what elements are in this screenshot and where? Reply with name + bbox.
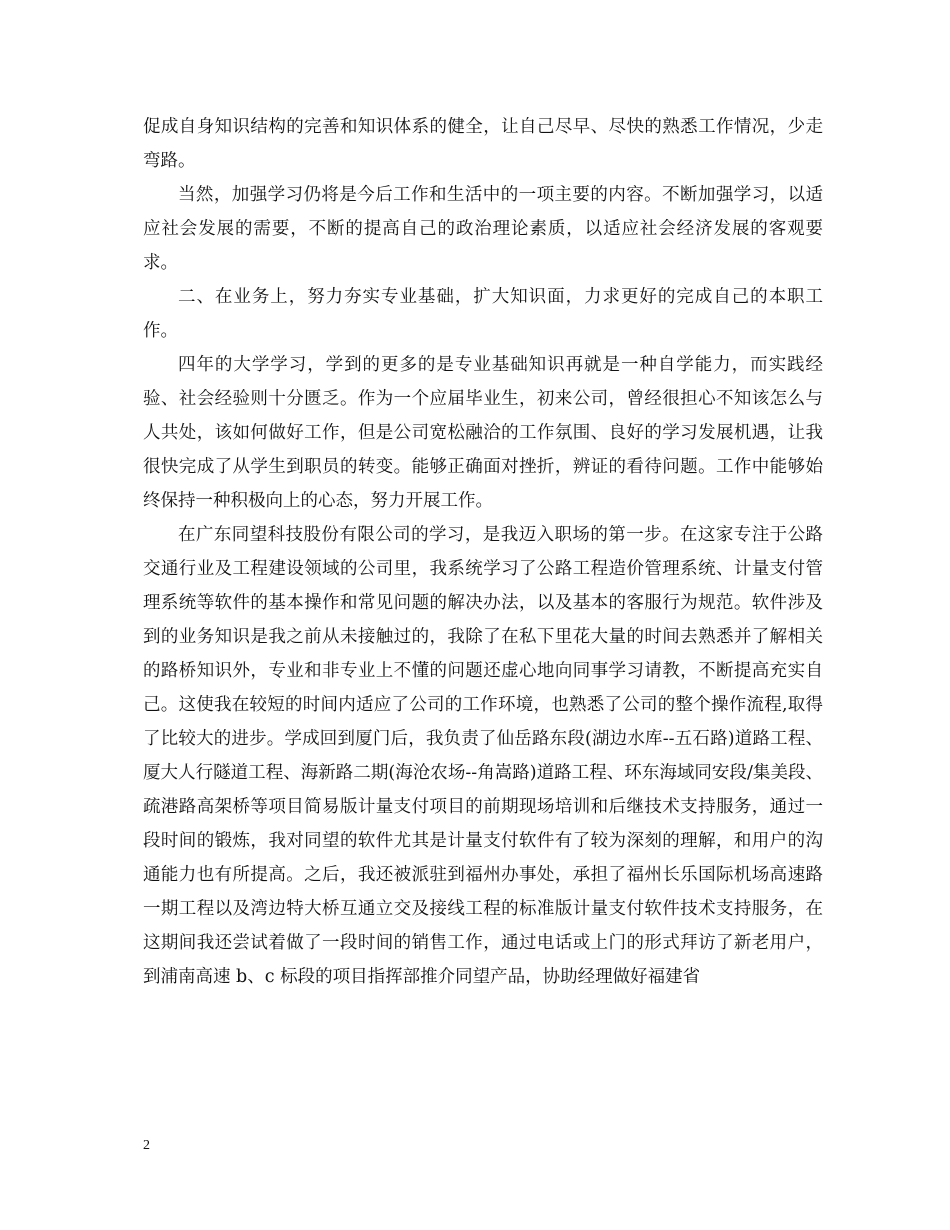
paragraph: 当然，加强学习仍将是今后工作和生活中的一项主要的内容。不断加强学习，以适应社会发展的需要，不断的提高自己的政治理论素质，以适应社会经济发展的客观要求。 [143,185,823,273]
page-number: 2 [143,1138,150,1153]
paragraph: 在广东同望科技股份有限公司的学习，是我迈入职场的第一步。在这家专注于公路交通行业及工程建设领域的公司里，我系统学习了公路工程造价管理系统、计量支付管理系统等软件的基本操作和常见问题的解决办法，以及基本的客服行为规范。软件涉及到的业务知识是我之前从未接触过的，我除了在私下里花大量的时间去熟悉并了解相关的路桥知识外，专业和非专业上不懂的问题还虚心地向同事学习请教，不断提高充实自己。这使我在较短的时间内适应了公司的工作环境，也熟悉了公司的整个操作流程,取得了比较大的进步。学成回到厦门后，我负责了仙岳路东段(湖边水库--五石路)道路工程、厦大人行隧道工程、海新路二期(海沧农场--角嵩路)道路工程、环东海域同安段/集美段、疏港路高架桥等项目简易版计量支付项目的前期现场培训和后继技术支持服务，通过一段时间的锻炼，我对同望的软件尤其是计量支付软件有了较为深刻的理解，和用户的沟通能力也有所提高。之后，我还被派驻到福州办事处，承担了福州长乐国际机场高速路一期工程以及湾边特大桥互通立交及接线工程的标准版计量支付软件技术支持服务，在这期间我还尝试着做了一段时间的销售工作，通过电话或上门的形式拜访了新老用户，到浦南高速 b、c 标段的项目指挥部推介同望产品，协助经理做好福建省 [143,525,823,987]
document-body [143,110,823,994]
paragraph: 四年的大学学习，学到的更多的是专业基础知识再就是一种自学能力，而实践经验、社会经验则十分匮乏。作为一个应届毕业生，初来公司，曾经很担心不知该怎么与人共处，该如何做好工作，但是公司宽松融洽的工作氛围、良好的学习发展机遇，让我很快完成了从学生到职员的转变。能够正确面对挫折，辨证的看待问题。工作中能够始终保持一种积极向上的心态，努力开展工作。 [143,355,823,511]
paragraph: 促成自身知识结构的完善和知识体系的健全，让自己尽早、尽快的熟悉工作情况，少走弯路。 [143,117,823,171]
paragraph: 二、在业务上，努力夯实专业基础，扩大知识面，力求更好的完成自己的本职工作。 [143,287,823,341]
